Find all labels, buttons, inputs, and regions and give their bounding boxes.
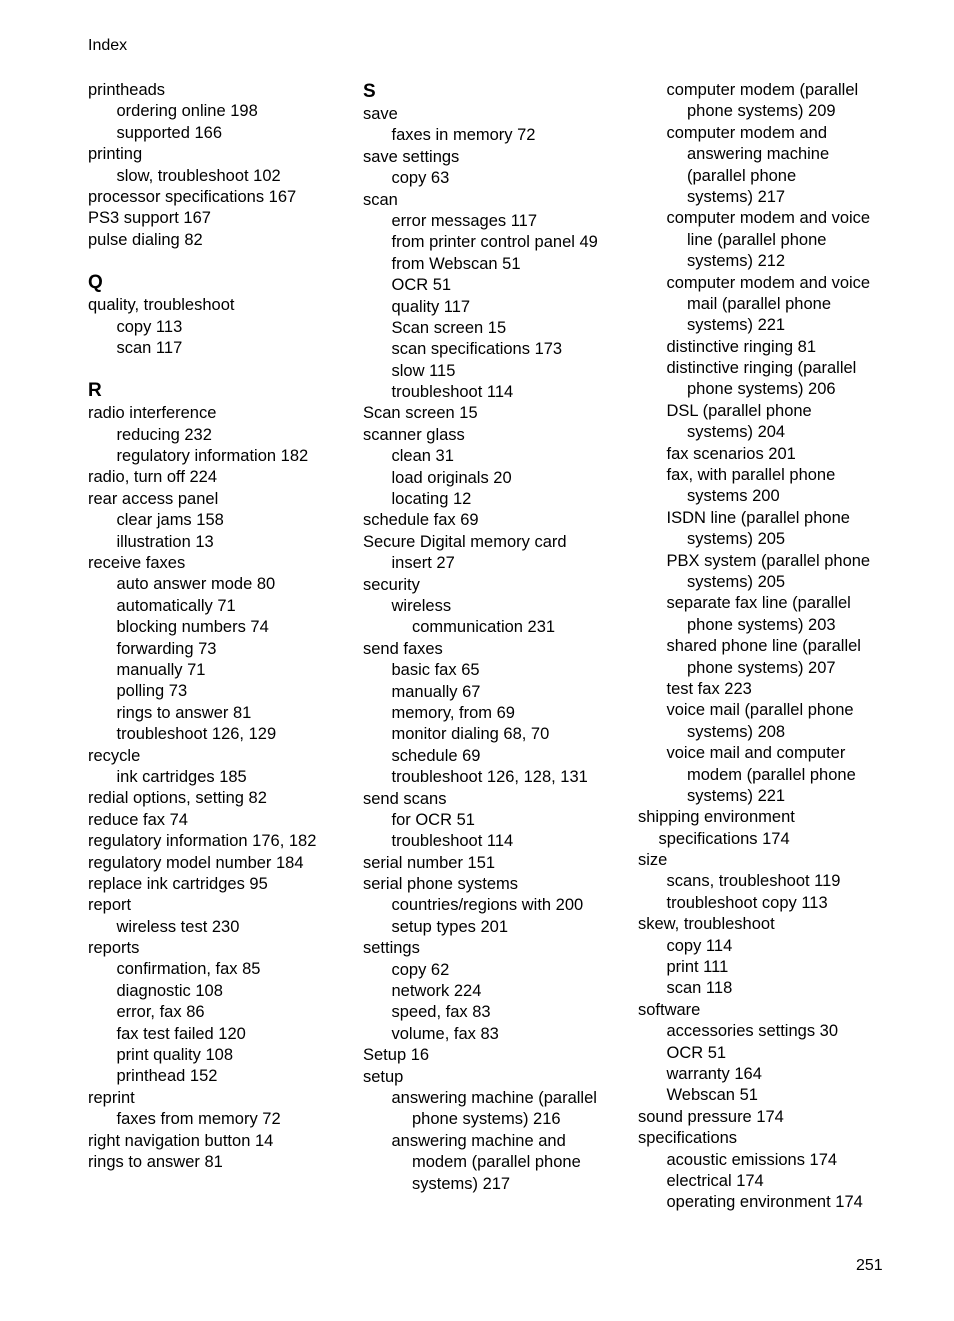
index-subentry: manually 71	[116, 660, 206, 679]
index-subentry: computer modem and voice	[666, 209, 871, 228]
index-entry: processor specifications 167	[88, 187, 297, 206]
index-subentry: load originals 20	[391, 468, 512, 487]
index-subentry: acoustic emissions 174	[666, 1150, 838, 1169]
index-subentry: distinctive ringing (parallel	[666, 359, 857, 378]
index-subentry: illustration 13	[116, 532, 214, 551]
index-entry: Setup 16	[363, 1046, 430, 1065]
section-spacer	[88, 251, 338, 271]
index-subentry: specifications 174	[658, 829, 790, 848]
index-subentry: volume, fax 83	[391, 1024, 499, 1043]
index-entry: skew, troubleshoot	[638, 915, 775, 934]
index-subentry: diagnostic 108	[116, 981, 223, 1000]
index-subentry-continuation: systems) 205	[687, 530, 786, 549]
index-entry: setup	[363, 1067, 404, 1086]
index-subentry: locating 12	[391, 490, 472, 509]
index-subentry: countries/regions with 200	[391, 896, 584, 915]
index-subentry: manually 67	[391, 682, 481, 701]
index-subentry: setup types 201	[391, 917, 508, 936]
index-subentry: supported 166	[116, 123, 223, 142]
index-entry: reports	[88, 939, 140, 958]
index-subentry: from Webscan 51	[391, 254, 521, 273]
index-subentry: print quality 108	[116, 1046, 233, 1065]
index-subentry: fax scenarios 201	[666, 444, 796, 463]
index-subentry-continuation: phone systems) 209	[687, 102, 836, 121]
index-subentry: troubleshoot 126, 128, 131	[391, 768, 588, 787]
index-subentry: DSL (parallel phone	[666, 401, 812, 420]
index-subentry: monitor dialing 68, 70	[391, 725, 550, 744]
index-subentry-continuation: modem (parallel phone	[687, 765, 856, 784]
index-subentry: computer modem and voice	[666, 273, 871, 292]
index-subentry: ordering online 198	[116, 102, 258, 121]
index-subentry: Webscan 51	[666, 1086, 758, 1105]
index-subentry: slow 115	[391, 361, 456, 380]
index-entry: radio, turn off 224	[88, 468, 218, 487]
index-subentry: fax test failed 120	[116, 1024, 246, 1043]
index-subentry: computer modem and	[666, 123, 827, 142]
index-entry: Scan screen 15	[363, 404, 478, 423]
index-subentry: OCR 51	[391, 276, 452, 295]
index-subentry: wireless test 230	[116, 917, 240, 936]
index-entry: pulse dialing 82	[88, 230, 203, 249]
index-entry: send faxes	[363, 639, 443, 658]
index-entry: save settings	[363, 147, 460, 166]
index-subentry: error, fax 86	[116, 1003, 205, 1022]
index-subentry-continuation: modem (parallel phone	[412, 1153, 581, 1172]
index-subentry: Scan screen 15	[391, 318, 507, 337]
index-subentry: test fax 223	[666, 679, 752, 698]
index-entry: radio interference	[88, 404, 217, 423]
index-entry: redial options, setting 82	[88, 789, 267, 808]
index-subentry: answering machine and	[391, 1131, 566, 1150]
index-subentry: scans, troubleshoot 119	[666, 872, 841, 891]
index-subentry: reducing 232	[116, 425, 212, 444]
index-subentry-continuation: answering machine	[687, 145, 830, 164]
index-subentry: auto answer mode 80	[116, 575, 276, 594]
index-subentry-continuation: phone systems) 207	[687, 658, 836, 677]
index-entry: printing	[88, 145, 143, 164]
index-subentry: from printer control panel 49	[391, 233, 598, 252]
index-entry: sound pressure 174	[638, 1107, 784, 1126]
index-entry: report	[88, 896, 132, 915]
index-subentry-continuation: (parallel phone	[687, 166, 797, 185]
index-entry: scanner glass	[363, 425, 465, 444]
index-subentry: automatically 71	[116, 596, 236, 615]
index-column-2	[363, 80, 623, 1195]
section-letter: Q	[88, 272, 103, 294]
index-entry: serial phone systems	[363, 875, 518, 894]
index-entry: scan	[363, 190, 398, 209]
index-subentry: operating environment 174	[666, 1193, 863, 1212]
index-subentry-continuation: communication 231	[412, 618, 556, 637]
index-subentry: ink cartridges 185	[116, 767, 247, 786]
index-entry: save	[363, 105, 398, 123]
index-subentry: troubleshoot 114	[391, 383, 514, 402]
index-subentry: quality 117	[391, 297, 471, 316]
index-entry: right navigation button 14	[88, 1131, 274, 1150]
index-subentry: blocking numbers 74	[116, 618, 269, 637]
index-subentry: polling 73	[116, 682, 188, 701]
index-subentry: scan 118	[666, 979, 733, 998]
index-subentry: scan specifications 173	[391, 340, 563, 359]
section-letter: R	[88, 380, 102, 402]
running-head: Index	[88, 37, 128, 54]
index-subentry: copy 63	[391, 169, 450, 188]
index-subentry: answering machine (parallel	[391, 1088, 597, 1107]
index-subentry: copy 113	[116, 317, 183, 336]
index-subentry: ISDN line (parallel phone	[666, 508, 850, 527]
index-subentry: distinctive ringing 81	[666, 337, 816, 356]
index-entry: regulatory model number 184	[88, 853, 304, 872]
index-subentry: slow, troubleshoot 102	[116, 166, 281, 185]
index-subentry: schedule 69	[391, 746, 481, 765]
index-entry: specifications	[638, 1129, 738, 1148]
index-subentry: copy 62	[391, 960, 450, 979]
index-subentry-continuation: phone systems) 203	[687, 615, 836, 634]
index-subentry-continuation: systems) 204	[687, 423, 786, 442]
index-entry: recycle	[88, 746, 141, 765]
index-subentry: print 111	[666, 958, 729, 977]
index-subentry: clean 31	[391, 447, 454, 466]
index-entry: reprint	[88, 1088, 135, 1107]
index-subentry: fax, with parallel phone	[666, 466, 836, 485]
index-subentry: confirmation, fax 85	[116, 960, 261, 979]
index-entry: software	[638, 1000, 701, 1019]
index-subentry-continuation: phone systems) 216	[412, 1110, 561, 1129]
section-spacer	[88, 359, 338, 379]
index-subentry-continuation: systems) 208	[687, 722, 786, 741]
index-entry: regulatory information 176, 182	[88, 832, 317, 851]
index-subentry: accessories settings 30	[666, 1022, 839, 1041]
index-subentry: troubleshoot 114	[391, 832, 514, 851]
index-subentry-continuation: systems 200	[687, 487, 780, 506]
index-subentry-continuation: mail (parallel phone	[687, 294, 831, 313]
index-entry: shipping environment	[638, 808, 795, 827]
index-subentry-continuation: systems) 205	[687, 572, 786, 591]
index-subentry: network 224	[391, 982, 482, 1001]
index-entry: Secure Digital memory card	[363, 532, 567, 551]
index-subentry: printhead 152	[116, 1067, 218, 1086]
index-entry: security	[363, 575, 420, 594]
index-subentry: copy 114	[666, 936, 733, 955]
index-entry: schedule fax 69	[363, 511, 479, 530]
index-subentry: faxes in memory 72	[391, 126, 536, 145]
index-subentry: regulatory information 182	[116, 447, 309, 466]
index-subentry-continuation: systems) 217	[412, 1174, 511, 1193]
index-subentry: troubleshoot copy 113	[666, 893, 828, 912]
index-subentry: rings to answer 81	[116, 703, 252, 722]
index-entry: replace ink cartridges 95	[88, 874, 268, 893]
section-letter: S	[363, 81, 376, 102]
index-subentry: troubleshoot 126, 129	[116, 725, 277, 744]
index-subentry: scan 117	[116, 338, 183, 357]
index-subentry: OCR 51	[666, 1043, 727, 1062]
page-number: 251	[856, 1257, 883, 1274]
index-subentry: PBX system (parallel phone	[666, 551, 871, 570]
index-entry: reduce fax 74	[88, 810, 188, 829]
index-entry: rear access panel	[88, 489, 219, 508]
index-subentry: error messages 117	[391, 211, 538, 230]
index-entry: printheads	[88, 81, 166, 99]
index-subentry: forwarding 73	[116, 639, 217, 658]
index-entry: serial number 151	[363, 853, 496, 872]
index-subentry: electrical 174	[666, 1171, 764, 1190]
index-subentry: separate fax line (parallel	[666, 594, 851, 613]
index-subentry: speed, fax 83	[391, 1003, 491, 1022]
index-subentry-continuation: phone systems) 206	[687, 380, 836, 399]
index-subentry-continuation: systems) 217	[687, 187, 786, 206]
index-entry: settings	[363, 939, 420, 958]
index-subentry: memory, from 69	[391, 703, 515, 722]
index-entry: send scans	[363, 789, 447, 808]
index-entry: receive faxes	[88, 554, 186, 573]
index-subentry: computer modem (parallel	[666, 81, 859, 99]
index-subentry: faxes from memory 72	[116, 1110, 281, 1129]
index-column-1	[88, 80, 338, 1173]
index-subentry: voice mail (parallel phone	[666, 701, 854, 720]
index-subentry-continuation: systems) 221	[687, 786, 786, 805]
index-subentry: for OCR 51	[391, 810, 475, 829]
index-entry: quality, troubleshoot	[88, 296, 235, 315]
index-subentry: clear jams 158	[116, 511, 224, 530]
index-subentry: basic fax 65	[391, 661, 480, 680]
index-column-3	[638, 80, 898, 1214]
index-subentry: insert 27	[391, 554, 455, 573]
index-subentry: voice mail and computer	[666, 744, 846, 763]
index-subentry: wireless	[391, 596, 452, 615]
index-entry: rings to answer 81	[88, 1152, 223, 1171]
index-entry: size	[638, 851, 668, 870]
index-subentry: warranty 164	[666, 1064, 762, 1083]
index-entry: PS3 support 167	[88, 209, 211, 228]
index-subentry-continuation: line (parallel phone	[687, 230, 827, 249]
index-subentry: shared phone line (parallel	[666, 637, 861, 656]
index-subentry-continuation: systems) 221	[687, 316, 786, 335]
index-subentry-continuation: systems) 212	[687, 252, 786, 271]
